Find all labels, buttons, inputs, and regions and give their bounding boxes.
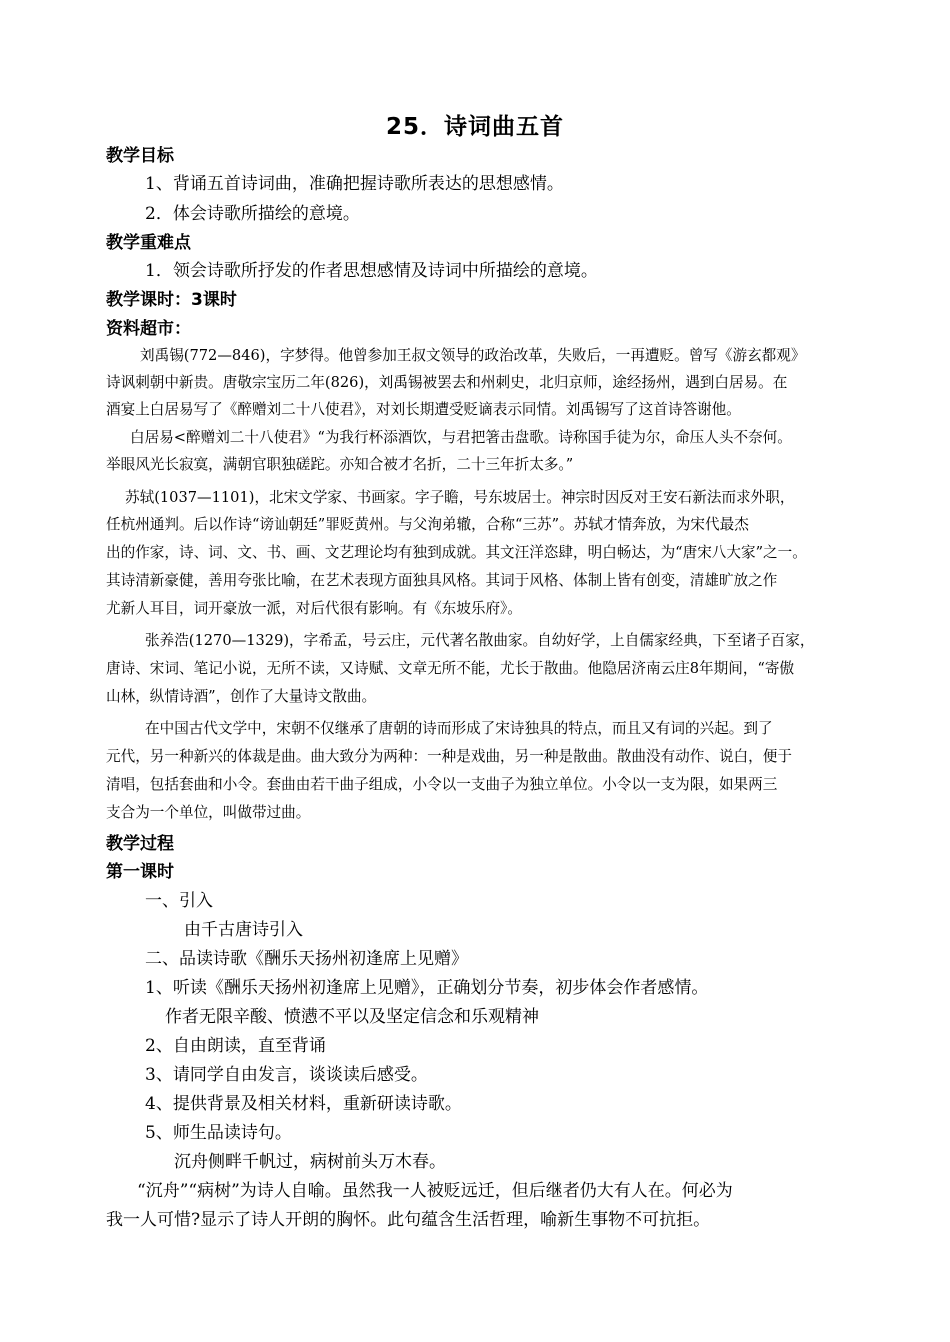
materials-line: 支合为一个单位，叫做带过曲。	[106, 804, 311, 821]
process-line: 4、提供背景及相关材料，重新研读诗歌。	[145, 1094, 462, 1114]
materials-line: 诗讽刺朝中新贵。唐敬宗宝历二年(826)，刘禹锡被罢去和州刺史，北归京师，途经扬州，遇到白居易。在	[106, 374, 788, 391]
process-line: 沉舟侧畔千帆过，病树前头万木春。	[174, 1152, 446, 1172]
process-line: 3、请同学自由发言，谈谈读后感受。	[145, 1065, 428, 1085]
process-line: 二、品读诗歌《酬乐天扬州初逢席上见赠》	[145, 949, 468, 969]
teaching-hours: 教学课时：3课时	[106, 290, 237, 310]
process-line: 一、引入	[145, 891, 213, 911]
process-line: 1、听读《酬乐天扬州初逢席上见赠》，正确划分节奏，初步体会作者感情。	[145, 978, 709, 998]
materials-line: 张养浩(1270—1329)，字希孟，号云庄，元代著名散曲家。自幼好学，上自儒家经典，下至诸子百家，	[145, 632, 815, 649]
heading-teaching-goals: 教学目标	[106, 146, 174, 166]
materials-line: 出的作家，诗、词、文、书、画、文艺理论均有独到成就。其文汪洋恣肆，明白畅达，为“唐宋八大家”之一。	[106, 544, 807, 561]
materials-line: 清唱，包括套曲和小令。套曲由若干曲子组成，小令以一支曲子为独立单位。小令以一支为限，如果两三	[106, 776, 778, 793]
materials-line: 白居易<醉赠刘二十八使君》“为我行杯添酒饮，与君把箸击盘歌。诗称国手徒为尔，命压人头不奈何。	[130, 429, 792, 446]
goal-item: 1、背诵五首诗词曲，准确把握诗歌所表达的思想感情。	[145, 174, 564, 194]
process-line: 由千古唐诗引入	[184, 920, 303, 940]
materials-line: 举眼风光长寂寞，满朝官职独磋跎。亦知合被才名折，二十三年折太多。”	[106, 456, 574, 473]
process-line: 5、师生品读诗句。	[145, 1123, 292, 1143]
materials-line: 元代，另一种新兴的体裁是曲。曲大致分为两种：一种是戏曲，另一种是散曲。散曲没有动作、说白，便于	[106, 748, 792, 765]
materials-line: 在中国古代文学中，宋朝不仅继承了唐朝的诗而形成了宋诗独具的特点，而且又有词的兴起。到了	[145, 720, 773, 737]
difficulty-item: 1．领会诗歌所抒发的作者思想感情及诗词中所描绘的意境。	[145, 261, 598, 281]
process-line: 2、自由朗读，直至背诵	[145, 1036, 326, 1056]
heading-teaching-process: 教学过程	[106, 834, 174, 854]
materials-line: 任杭州通判。后以作诗“谤讪朝廷”罪贬黄州。与父洵弟辙，合称“三苏”。苏轼才情奔放，为宋代最杰	[106, 516, 749, 533]
materials-line: 其诗清新豪健，善用夸张比喻，在艺术表现方面独具风格。其词于风格、体制上皆有创变，清雄旷放之作	[106, 572, 778, 589]
materials-line: 唐诗、宋词、笔记小说，无所不读，又诗赋、文章无所不能，尤长于散曲。他隐居济南云庄8年期间，“寄傲	[106, 660, 795, 677]
heading-first-lesson: 第一课时	[106, 862, 174, 882]
heading-materials: 资料超市：	[106, 319, 191, 339]
materials-line: 刘禹锡(772—846)，字梦得。他曾参加王叔文领导的政治改革，失败后，一再遭贬。曾写《游玄都观》	[140, 347, 806, 364]
materials-line: 酒宴上白居易写了《醉赠刘二十八使君》，对刘长期遭受贬谪表示同情。刘禹锡写了这首诗答谢他。	[106, 401, 741, 418]
materials-line: 山林，纵情诗酒”，创作了大量诗文散曲。	[106, 688, 377, 705]
document-title: 25．诗词曲五首	[385, 114, 564, 140]
process-line: 作者无限辛酸、愤懑不平以及坚定信念和乐观精神	[165, 1007, 539, 1027]
materials-line: 苏轼(1037—1101)，北宋文学家、书画家。字子瞻，号东坡居士。神宗时因反对王安石新法而求外职，	[125, 489, 795, 506]
heading-key-difficulties: 教学重难点	[106, 233, 191, 253]
process-line: 我一人可惜?显示了诗人开朗的胸怀。此句蕴含生活哲理，喻新生事物不可抗拒。	[106, 1210, 711, 1230]
materials-line: 尤新人耳目，词开豪放一派，对后代很有影响。有《东坡乐府》。	[106, 600, 522, 617]
process-line: “沉舟”“病树”为诗人自喻。虽然我一人被贬远迁，但后继者仍大有人在。何必为	[137, 1181, 733, 1201]
goal-item: 2．体会诗歌所描绘的意境。	[145, 204, 360, 224]
